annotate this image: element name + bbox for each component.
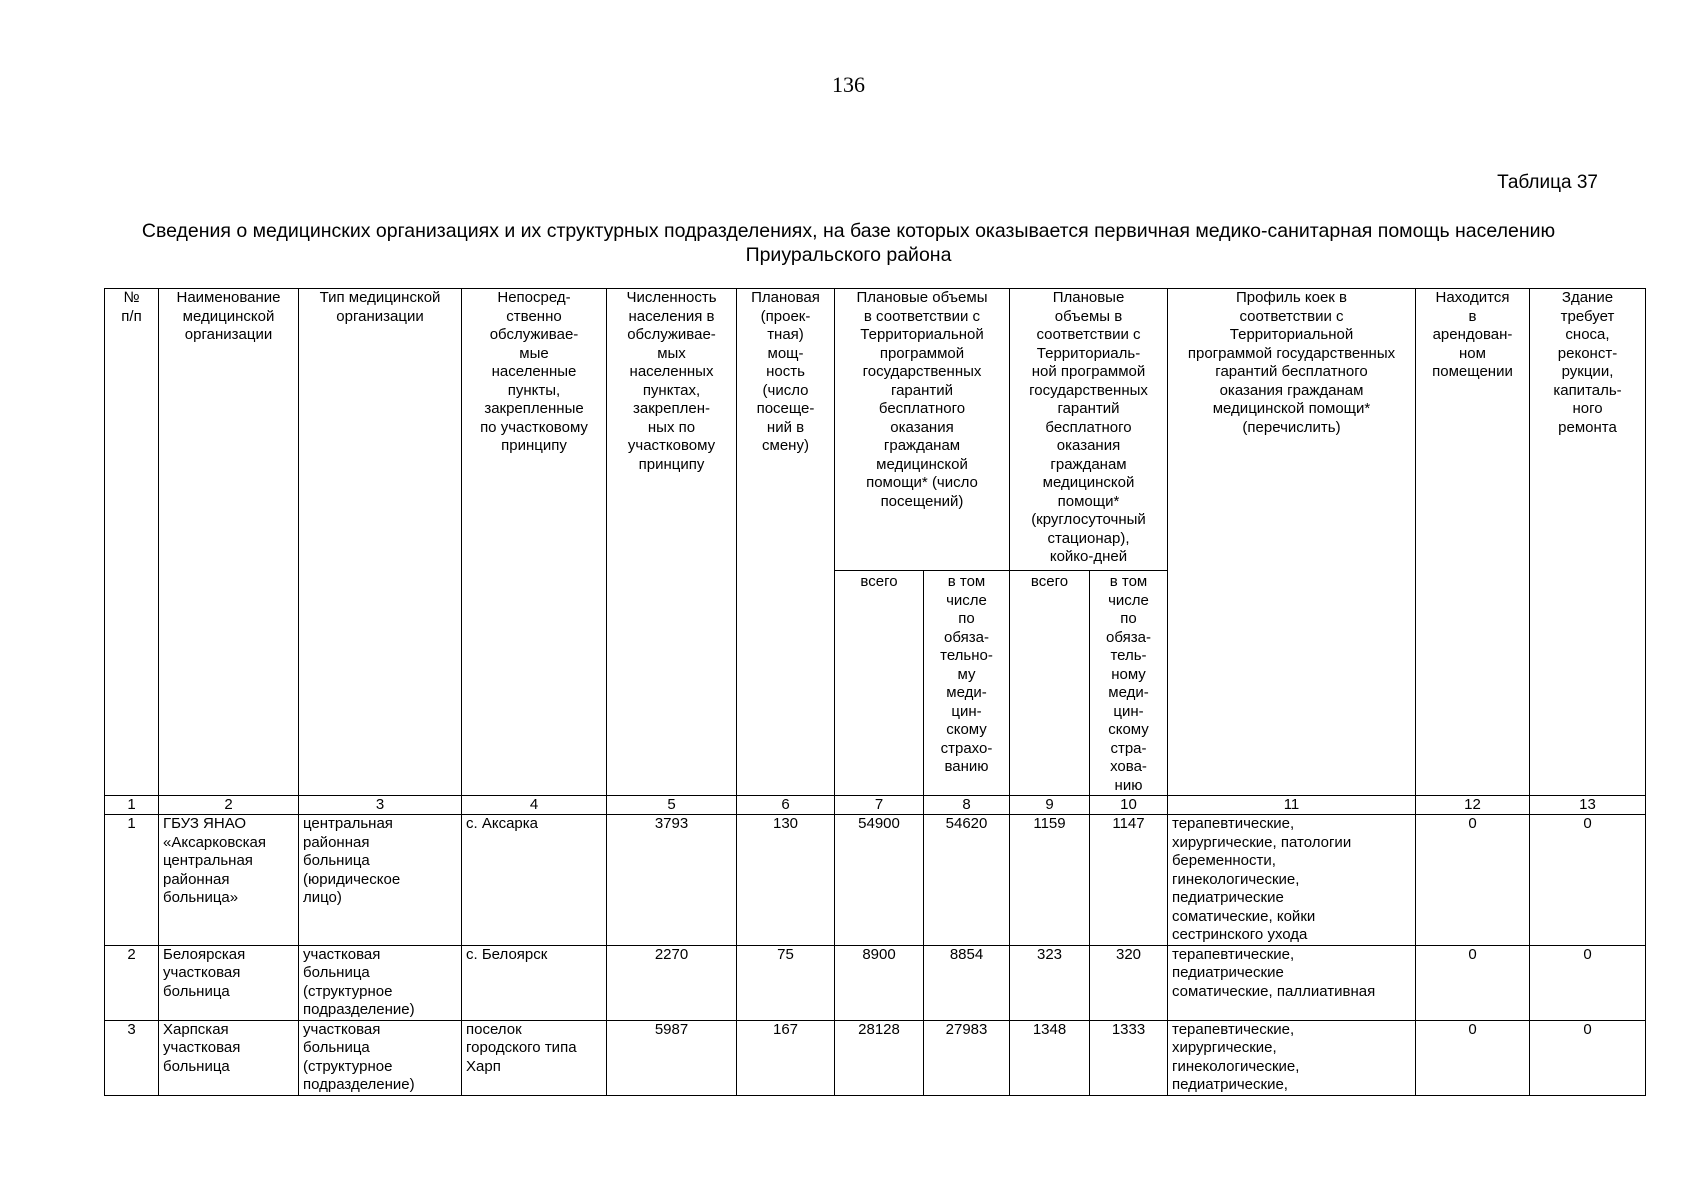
cell-text-line: с. Аксарка [466, 815, 538, 832]
cell-text-line: (юридическое [303, 870, 401, 888]
medical-organizations-table [104, 288, 1646, 1096]
document-title-line: Сведения о медицинских организациях и их структурных подразделениях, на базе которых оказывается первичная медико-санитарная помощь населению [141, 220, 1556, 242]
header-text-line: (круглосуточный [1031, 511, 1146, 528]
building-repair-cell: 0 [1530, 815, 1646, 946]
header-text-line: ного [1572, 400, 1603, 417]
column-number-cell: 1 [105, 796, 159, 815]
visits-oms-cell: 27983 [924, 1020, 1010, 1095]
header-text-line: оказания [890, 418, 954, 436]
header-text-line: Находится [1435, 289, 1510, 306]
header-text-line: в том [1109, 573, 1148, 590]
header-text-line: № [123, 289, 140, 306]
header-text-line: страхо- [940, 739, 993, 757]
cell-text-line: Харп [466, 1057, 501, 1075]
header-text-line: тель- [1110, 647, 1147, 664]
header-cell [299, 289, 462, 796]
cell-text-line: центральная [303, 815, 393, 832]
organization-type-cell [299, 945, 462, 1020]
header-text-line: по [1120, 610, 1137, 627]
column-number-cell: 13 [1530, 796, 1646, 815]
cell-text-line: районная [303, 833, 370, 851]
header-text-line: посеще- [756, 400, 815, 417]
organization-name-cell [159, 945, 299, 1020]
header-text-line: посещений) [880, 492, 964, 510]
organization-name-cell [159, 1020, 299, 1095]
header-text-line: обслуживае- [627, 326, 716, 343]
header-text-line: Профиль коек в [1235, 289, 1348, 306]
header-cell [737, 289, 835, 796]
header-cell [1168, 289, 1416, 796]
header-text-line: обяза- [944, 628, 989, 646]
header-text-line: всего [860, 573, 898, 590]
cell-text-line: педиатрические [1172, 964, 1284, 981]
header-text-line: по участковому [480, 418, 588, 436]
header-text-line: организации [184, 326, 273, 343]
header-text-line: гражданам [1050, 455, 1127, 473]
bed-profile-cell [1168, 1020, 1416, 1095]
header-text-line: Численность [626, 289, 717, 306]
header-text-line: государственных [1029, 381, 1148, 399]
header-text-line: населения в [628, 307, 715, 325]
cell-text-line: хирургические, патологии [1172, 833, 1352, 851]
cell-text-line: «Аксарковская [163, 833, 266, 851]
cell-text-line: больница» [163, 889, 239, 906]
header-text-line: населенные [491, 363, 577, 380]
header-text-line: принципу [638, 455, 705, 473]
visits-total-cell: 28128 [835, 1020, 924, 1095]
header-text-line: скому [946, 721, 987, 738]
beddays-oms-cell: 320 [1090, 945, 1168, 1020]
header-text-line: числе [1108, 591, 1149, 609]
cell-text-line: беременности, [1172, 852, 1276, 869]
beddays-total-cell: 323 [1010, 945, 1090, 1020]
header-text-line: программой [879, 344, 965, 362]
settlements-cell [462, 815, 607, 946]
beddays-oms-cell: 1333 [1090, 1020, 1168, 1095]
column-number-cell: 3 [299, 796, 462, 815]
row-number-cell: 1 [105, 815, 159, 946]
header-text-line: в соответствии с [863, 307, 981, 325]
header-text-line: (число [762, 381, 809, 399]
header-text-line: гарантий [890, 381, 954, 399]
header-text-line: Плановые [1052, 289, 1125, 306]
header-text-line: капиталь- [1553, 381, 1622, 399]
population-cell: 3793 [607, 815, 737, 946]
header-text-line: мых [657, 344, 686, 362]
header-text-line: цин- [1113, 702, 1144, 720]
cell-text-line: соматические, паллиативная [1172, 982, 1376, 1000]
header-text-line: сноса, [1565, 326, 1610, 343]
header-text-line: реконст- [1557, 344, 1618, 362]
header-text-line: ванию [944, 758, 989, 775]
cell-text-line: больница [303, 1039, 370, 1056]
header-text-line: меди- [946, 684, 987, 701]
row-number-cell: 2 [105, 945, 159, 1020]
header-text-line: скому [1108, 721, 1149, 738]
column-number-cell: 8 [924, 796, 1010, 815]
header-text-line: арендован- [1432, 326, 1513, 343]
header-text-line: (перечислить) [1242, 418, 1341, 436]
column-number-cell: 5 [607, 796, 737, 815]
column-number-cell: 9 [1010, 796, 1090, 815]
column-number-cell: 12 [1416, 796, 1530, 815]
header-text-line: хова- [1110, 758, 1147, 775]
building-repair-cell: 0 [1530, 1020, 1646, 1095]
header-text-line: обслуживае- [489, 326, 579, 343]
building-repair-cell: 0 [1530, 945, 1646, 1020]
header-text-line: соответствии с [1036, 326, 1141, 343]
header-text-line: медицинской [182, 307, 275, 325]
header-text-line: бесплатного [1045, 418, 1132, 436]
table-row [105, 815, 1646, 946]
header-subcell [1090, 571, 1168, 796]
header-text-line: смену) [762, 437, 809, 454]
header-text-line: ремонта [1558, 418, 1617, 436]
header-text-line: в [1468, 307, 1477, 325]
population-cell: 2270 [607, 945, 737, 1020]
organization-type-cell [299, 1020, 462, 1095]
header-cell [1530, 289, 1646, 796]
page-number: 136 [832, 72, 865, 97]
capacity-cell: 167 [737, 1020, 835, 1095]
cell-text-line: участковая [163, 964, 241, 981]
header-text-line: ной программой [1031, 363, 1146, 380]
header-cell [835, 289, 1010, 571]
beddays-total-cell: 1348 [1010, 1020, 1090, 1095]
header-text-line: в том [947, 573, 986, 590]
visits-oms-cell: 54620 [924, 815, 1010, 946]
rented-premises-cell: 0 [1416, 1020, 1530, 1095]
header-text-line: медицинской помощи* [1212, 400, 1371, 417]
header-text-line: требует [1560, 307, 1615, 325]
cell-text-line: гинекологические, [1172, 1057, 1300, 1075]
row-number-cell: 3 [105, 1020, 159, 1095]
cell-text-line: центральная [163, 852, 253, 869]
capacity-cell: 75 [737, 945, 835, 1020]
header-text-line: ний в [766, 418, 805, 436]
header-text-line: стационар), [1047, 529, 1130, 547]
header-text-line: бесплатного [878, 400, 966, 417]
header-text-line: Территориальной [1229, 326, 1354, 343]
population-cell: 5987 [607, 1020, 737, 1095]
column-number-cell: 2 [159, 796, 299, 815]
header-text-line: государственных [862, 363, 982, 380]
bed-profile-cell [1168, 945, 1416, 1020]
cell-text-line: с. Белоярск [466, 945, 548, 963]
cell-text-line: Белоярская [163, 945, 246, 963]
header-text-line: Территориальной [860, 326, 984, 343]
header-text-line: оказания гражданам [1219, 381, 1364, 399]
settlements-cell [462, 1020, 607, 1095]
header-text-line: соответствии с [1239, 307, 1344, 325]
cell-text-line: городского типа [466, 1039, 577, 1056]
visits-total-cell: 54900 [835, 815, 924, 946]
table-row [105, 1020, 1646, 1095]
visits-total-cell: 8900 [835, 945, 924, 1020]
header-text-line: населенных [629, 363, 714, 380]
header-text-line: помещении [1432, 363, 1513, 380]
header-text-line: участковому [627, 437, 716, 454]
header-text-line: ному [1111, 665, 1146, 683]
column-numbers-row [105, 796, 1646, 815]
header-text-line: гарантий [1057, 400, 1120, 417]
beddays-oms-cell: 1147 [1090, 815, 1168, 946]
header-text-line: тная) [767, 326, 804, 343]
header-text-line: закреплен- [633, 400, 710, 417]
cell-text-line: ГБУЗ ЯНАО [163, 815, 247, 832]
header-text-line: Тип медицинской [319, 289, 441, 306]
column-number-cell: 11 [1168, 796, 1416, 815]
header-text-line: тельно- [940, 647, 993, 664]
header-text-line: медицинской [1042, 474, 1135, 491]
capacity-cell: 130 [737, 815, 835, 946]
organization-name-cell [159, 815, 299, 946]
document-title-line: Приуральского района [745, 244, 952, 266]
cell-text-line: педиатрические [1172, 889, 1284, 906]
header-text-line: гражданам [883, 437, 961, 454]
cell-text-line: гинекологические, [1172, 870, 1300, 888]
table-row [105, 945, 1646, 1020]
header-text-line: ных по [647, 418, 696, 436]
cell-text-line: терапевтические, [1172, 1020, 1295, 1038]
header-text-line: Плановые объемы [856, 289, 988, 306]
cell-text-line: подразделение) [303, 1001, 415, 1018]
header-text-line: помощи* (число [866, 474, 978, 491]
cell-text-line: больница [303, 852, 370, 869]
cell-text-line: лицо) [303, 889, 342, 906]
header-text-line: объемы в [1054, 307, 1123, 325]
cell-text-line: подразделение) [303, 1076, 415, 1093]
header-cell [105, 289, 159, 796]
cell-text-line: (структурное [303, 982, 393, 1000]
document-title [104, 219, 1593, 267]
cell-text-line: больница [303, 964, 370, 981]
header-text-line: пункты, [507, 381, 561, 399]
header-text-line: Территориаль- [1036, 344, 1141, 362]
organization-type-cell [299, 815, 462, 946]
header-text-line: организации [336, 307, 424, 325]
header-text-line: принципу [501, 437, 567, 454]
header-text-line: обяза- [1106, 628, 1151, 646]
cell-text-line: поселок [466, 1020, 522, 1038]
cell-text-line: больница [163, 982, 230, 1000]
cell-text-line: участковая [303, 945, 381, 963]
column-number-cell: 7 [835, 796, 924, 815]
header-text-line: всего [1030, 573, 1069, 590]
table-label: Таблица 37 [1497, 172, 1598, 193]
header-text-line: стра- [1110, 739, 1147, 757]
header-text-line: Непосред- [497, 289, 571, 306]
cell-text-line: терапевтические, [1172, 945, 1295, 963]
header-subcell [1010, 571, 1090, 796]
header-text-line: пунктах, [642, 381, 701, 399]
cell-text-line: хирургические, [1172, 1039, 1277, 1056]
column-number-cell: 4 [462, 796, 607, 815]
header-text-line: мые [519, 344, 549, 362]
cell-text-line: участковая [303, 1020, 381, 1038]
settlements-cell [462, 945, 607, 1020]
cell-text-line: Харпская [163, 1020, 229, 1038]
rented-premises-cell: 0 [1416, 945, 1530, 1020]
header-text-line: мощ- [767, 344, 804, 362]
header-cell [1416, 289, 1530, 796]
cell-text-line: (структурное [303, 1057, 393, 1075]
header-cell [159, 289, 299, 796]
header-text-line: числе [946, 591, 987, 609]
rented-premises-cell: 0 [1416, 815, 1530, 946]
header-text-line: ном [1459, 344, 1486, 362]
header-text-line: койко-дней [1049, 548, 1128, 565]
header-text-line: по [958, 610, 975, 627]
beddays-total-cell: 1159 [1010, 815, 1090, 946]
header-subcell [924, 571, 1010, 796]
header-text-line: нию [1114, 776, 1143, 794]
cell-text-line: терапевтические, [1172, 815, 1295, 832]
cell-text-line: районная [163, 870, 230, 888]
cell-text-line: участковая [163, 1039, 241, 1056]
header-cell [462, 289, 607, 796]
header-cell [607, 289, 737, 796]
header-text-line: закрепленные [484, 400, 584, 417]
column-number-cell: 10 [1090, 796, 1168, 815]
header-text-line: помощи* [1057, 492, 1120, 510]
cell-text-line: соматические, койки [1172, 907, 1316, 925]
header-text-line: (проек- [760, 307, 811, 325]
header-text-line: оказания [1056, 437, 1121, 454]
header-text-line: медицинской [876, 455, 968, 473]
header-text-line: му [957, 665, 976, 683]
cell-text-line: сестринского ухода [1172, 926, 1308, 943]
header-text-line: ность [766, 363, 805, 380]
cell-text-line: больница [163, 1057, 230, 1075]
header-subcell [835, 571, 924, 796]
header-text-line: Плановая [751, 289, 820, 306]
cell-text-line: педиатрические, [1172, 1076, 1288, 1093]
header-text-line: гарантий бесплатного [1215, 363, 1368, 380]
header-text-line: Здание [1561, 289, 1614, 306]
header-cell [1010, 289, 1168, 571]
header-text-line: п/п [121, 307, 142, 325]
column-number-cell: 6 [737, 796, 835, 815]
header-text-line: цин- [951, 702, 982, 720]
header-text-line: Наименование [176, 289, 281, 306]
header-text-line: рукции, [1561, 363, 1614, 380]
header-text-line: меди- [1108, 684, 1149, 701]
header-text-line: ственно [506, 307, 562, 325]
header-text-line: программой государственных [1187, 344, 1396, 362]
bed-profile-cell [1168, 815, 1416, 946]
visits-oms-cell: 8854 [924, 945, 1010, 1020]
